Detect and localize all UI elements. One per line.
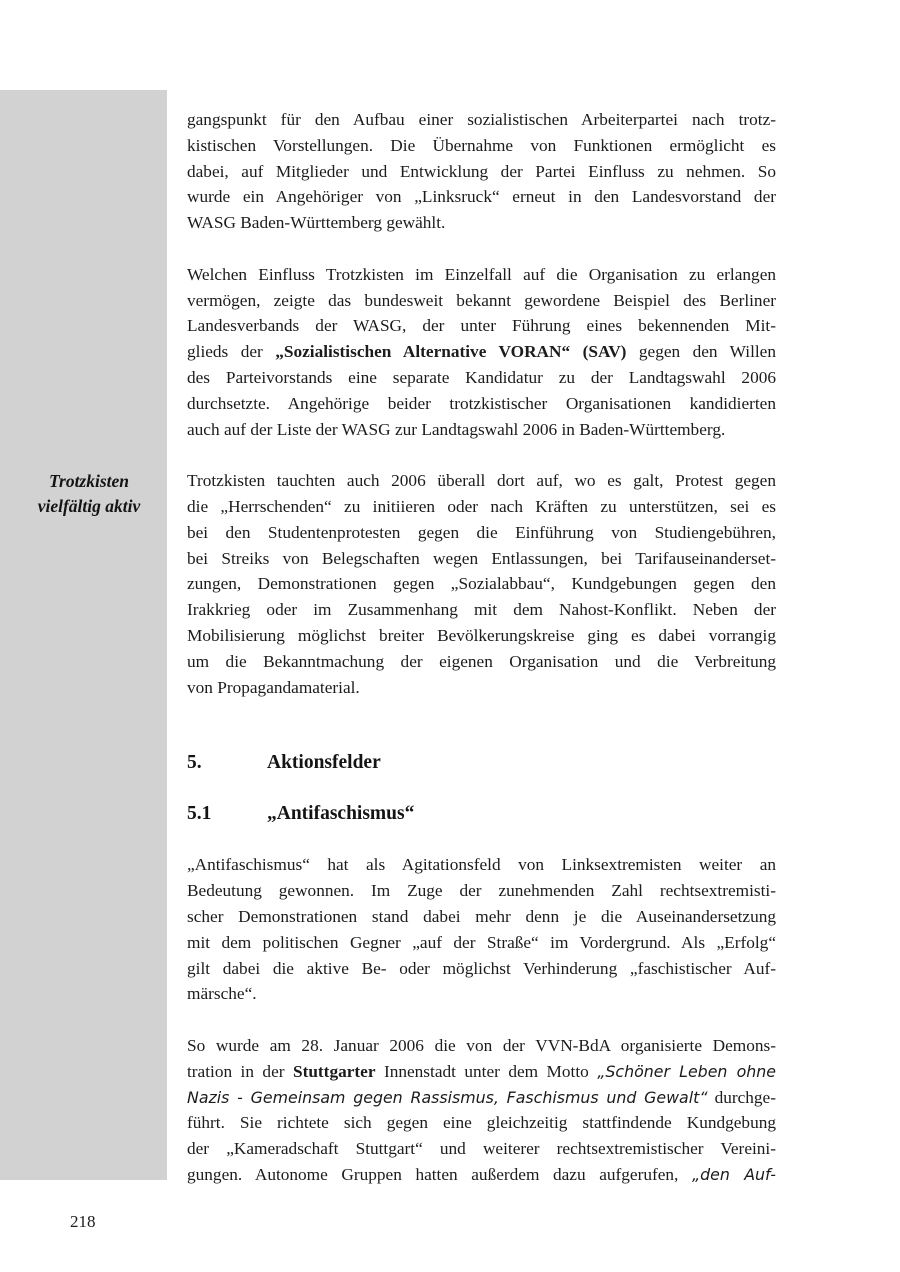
section-heading — [187, 750, 776, 776]
text-run: gegen den Willen — [626, 342, 776, 362]
text-line: kistischen Vorstellungen. Die Übernahme von Funktionen ermöglicht es — [187, 135, 776, 155]
text-line: scher Demonstrationen stand dabei mehr denn je die Auseinandersetzung — [187, 906, 776, 926]
quote-text: „den Auf- — [691, 1164, 776, 1184]
text-line: Welchen Einfluss Trotzkisten im Einzelfall auf die Organisation zu erlangen — [187, 264, 776, 284]
text-line: vermögen, zeigte das bundesweit bekannt gewordene Beispiel des Berliner — [187, 290, 776, 310]
text-run: gungen. Autonome Gruppen hatten außerdem dazu aufgerufen, — [187, 1164, 692, 1184]
text-line: von Propagandamaterial. — [187, 677, 360, 697]
paragraph-2 — [187, 262, 776, 443]
paragraph-5 — [187, 1033, 776, 1188]
text-line: die „Herrschenden“ zu initiieren oder nach Kräften zu unterstützen, sei es — [187, 496, 776, 516]
text-line: des Parteivorstands eine separate Kandidatur zu der Landtagswahl 2006 — [187, 367, 776, 387]
paragraph-4 — [187, 852, 776, 1007]
text-line — [187, 339, 776, 365]
text-line: durchsetzte. Angehörige beider trotzkistischer Organisationen kandidierten — [187, 393, 776, 413]
text-line: um die Bekanntmachung der eigenen Organisation und die Verbreitung — [187, 651, 776, 671]
section-title: Aktionsfelder — [267, 752, 381, 774]
main-text — [187, 107, 776, 1188]
page-number: 218 — [70, 1212, 96, 1231]
text-line: bei Streiks von Belegschaften wegen Entlassungen, bei Tarifauseinanderset- — [187, 548, 776, 568]
text-line: führt. Sie richtete sich gegen eine gleichzeitig stattfindende Kundgebung — [187, 1113, 776, 1133]
text-line: dabei, auf Mitglieder und Entwicklung der Partei Einfluss zu nehmen. So — [187, 161, 776, 181]
text-line — [187, 1059, 776, 1085]
organization-name: „Sozialistischen Alternative VORAN“ (SAV) — [275, 342, 627, 362]
margin-note-line: vielfältig aktiv — [37, 496, 141, 516]
text-line: märsche“. — [187, 984, 257, 1004]
text-line: WASG Baden-Württemberg gewählt. — [187, 213, 446, 233]
section-number: 5.1 — [187, 803, 212, 825]
text-run: Innenstadt unter dem Motto — [375, 1061, 598, 1081]
text-line — [187, 1085, 776, 1111]
text-line: So wurde am 28. Januar 2006 die von der VVN-BdA organisierte Demons- — [187, 1035, 776, 1055]
subsection-heading — [187, 801, 776, 827]
text-line: auch auf der Liste der WASG zur Landtagswahl 2006 in Baden-Württemberg. — [187, 419, 726, 439]
text-run: durchge- — [707, 1087, 776, 1107]
text-line: Irakkrieg oder im Zusammenhang mit dem Nahost-Konflikt. Neben der — [187, 600, 776, 620]
text-run: tration in der — [187, 1061, 293, 1081]
section-number: 5. — [187, 752, 202, 774]
text-line: der „Kameradschaft Stuttgart“ und weiterer rechtsextremistischer Vereini- — [187, 1139, 776, 1159]
motto-text: „Schöner Leben ohne — [597, 1061, 776, 1081]
margin-bar — [0, 90, 167, 1180]
text-line: gilt dabei die aktive Be- oder möglichst Verhinderung „faschistischer Auf- — [187, 958, 776, 978]
text-line: Mobilisierung möglichst breiter Bevölkerungskreise ging es dabei vorrangig — [187, 625, 776, 645]
text-line: mit dem politischen Gegner „auf der Straße“ im Vordergrund. Als „Erfolg“ — [187, 932, 776, 952]
text-run: glieds der — [187, 342, 276, 362]
text-line: Bedeutung gewonnen. Im Zuge der zunehmenden Zahl rechtsextremisti- — [187, 881, 776, 901]
paragraph-3 — [187, 468, 776, 700]
city-name: Stuttgarter — [292, 1061, 376, 1081]
text-line: zungen, Demonstrationen gegen „Sozialabbau“, Kundgebungen gegen den — [187, 574, 776, 594]
margin-note-line: Trotzkisten — [48, 471, 130, 491]
text-line: Landesverbands der WASG, der unter Führung eines bekennenden Mit- — [187, 316, 776, 336]
text-line — [187, 1162, 776, 1188]
text-line: gangspunkt für den Aufbau einer sozialistischen Arbeiterpartei nach trotz- — [187, 110, 776, 129]
text-line: „Antifaschismus“ hat als Agitationsfeld von Linksextremisten weiter an — [187, 855, 776, 875]
text-line: bei den Studentenprotesten gegen die Einführung von Studiengebühren, — [187, 522, 776, 542]
motto-text: Nazis - Gemeinsam gegen Rassismus, Faschismus und Gewalt“ — [187, 1087, 708, 1107]
paragraph-1 — [187, 107, 776, 236]
text-line: wurde ein Angehöriger von „Linksruck“ erneut in den Landesvorstand der — [187, 187, 776, 207]
margin-note — [18, 469, 160, 519]
text-line: Trotzkisten tauchten auch 2006 überall dort auf, wo es galt, Protest gegen — [187, 471, 776, 491]
section-title: „Antifaschismus“ — [267, 803, 415, 825]
